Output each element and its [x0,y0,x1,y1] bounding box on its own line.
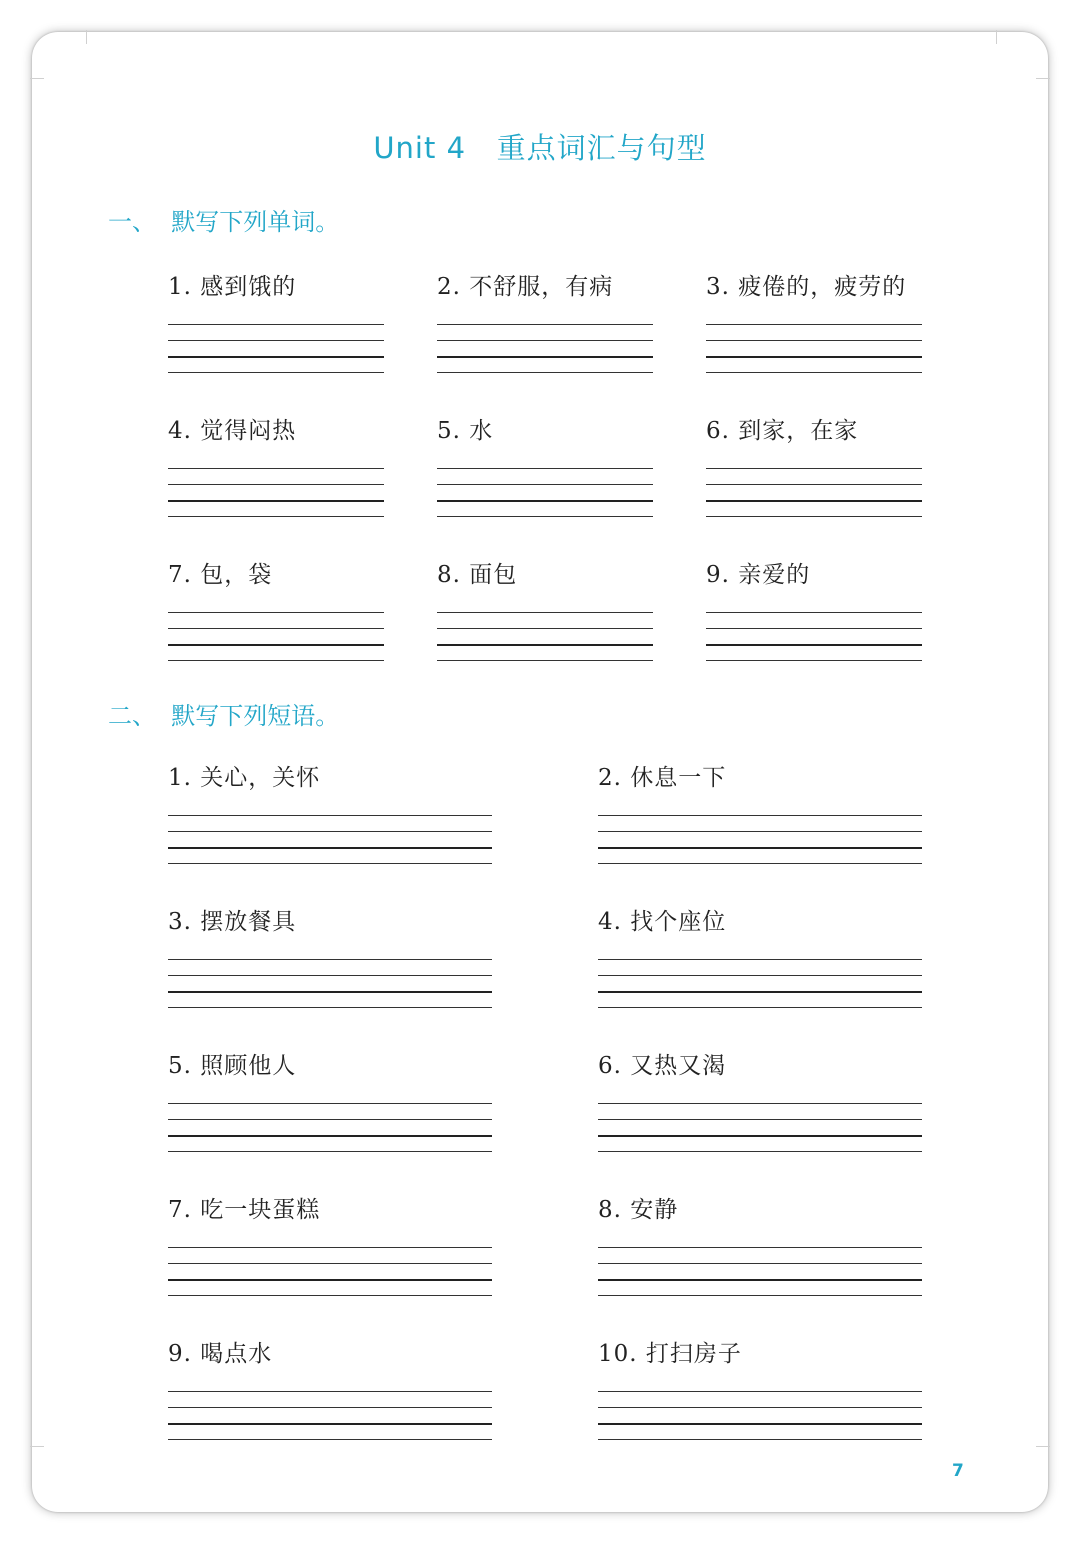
page-number: 7 [952,1461,964,1481]
writing-line [437,644,653,646]
item-prompt: 7. 吃一块蛋糕 [168,1197,321,1223]
writing-lines[interactable] [598,1391,922,1443]
section-2-heading: 二、 默写下列短语。 [108,702,340,730]
writing-line [168,1391,492,1392]
item-prompt: 3. 疲倦的，疲劳的 [706,274,907,300]
writing-line [598,1439,922,1440]
writing-lines[interactable] [168,468,384,520]
writing-line [168,1423,492,1425]
writing-line [168,831,492,832]
writing-line [168,612,384,613]
writing-line [437,484,653,485]
writing-line [598,1119,922,1120]
crop-mark-left-top [30,78,44,79]
section-1-heading: 一、 默写下列单词。 [108,208,340,236]
writing-lines[interactable] [706,612,922,664]
writing-line [168,959,492,960]
item-prompt: 9. 亲爱的 [706,562,811,588]
writing-line [168,863,492,864]
writing-line [706,372,922,373]
item-prompt: 1. 感到饿的 [168,274,297,300]
item-prompt: 5. 水 [437,418,494,444]
writing-line [168,1407,492,1408]
writing-lines[interactable] [706,468,922,520]
writing-lines[interactable] [437,612,653,664]
writing-line [598,847,922,849]
crop-mark-top-left [86,30,87,44]
writing-line [168,1135,492,1137]
writing-lines[interactable] [168,959,492,1011]
writing-line [437,340,653,341]
writing-lines[interactable] [168,324,384,376]
writing-line [706,500,922,502]
item-prompt: 4. 找个座位 [598,909,727,935]
writing-line [598,1007,922,1008]
writing-line [598,1295,922,1296]
writing-line [598,1151,922,1152]
writing-line [168,372,384,373]
writing-lines[interactable] [437,468,653,520]
item-prompt: 6. 又热又渴 [598,1053,727,1079]
item-prompt: 1. 关心，关怀 [168,765,321,791]
writing-line [706,484,922,485]
item-prompt: 8. 安静 [598,1197,679,1223]
writing-lines[interactable] [598,1103,922,1155]
writing-line [168,660,384,661]
writing-line [168,1103,492,1104]
writing-line [168,324,384,325]
writing-line [168,1151,492,1152]
writing-line [598,831,922,832]
writing-line [168,500,384,502]
writing-line [706,324,922,325]
crop-mark-left-bottom [30,1446,44,1447]
item-prompt: 8. 面包 [437,562,518,588]
writing-line [598,1407,922,1408]
item-prompt: 7. 包，袋 [168,562,273,588]
writing-line [168,356,384,358]
writing-lines[interactable] [598,1247,922,1299]
writing-line [706,516,922,517]
writing-line [168,1119,492,1120]
writing-lines[interactable] [168,612,384,664]
writing-lines[interactable] [168,1247,492,1299]
item-prompt: 3. 摆放餐具 [168,909,297,935]
writing-line [168,628,384,629]
writing-lines[interactable] [437,324,653,376]
writing-line [706,628,922,629]
item-prompt: 2. 休息一下 [598,765,727,791]
writing-line [168,1007,492,1008]
writing-line [437,468,653,469]
writing-line [168,1247,492,1248]
writing-line [168,1295,492,1296]
writing-lines[interactable] [706,324,922,376]
writing-line [598,959,922,960]
writing-line [706,356,922,358]
writing-line [706,340,922,341]
writing-line [437,500,653,502]
writing-line [598,1263,922,1264]
writing-line [168,484,384,485]
writing-line [168,815,492,816]
writing-line [437,372,653,373]
writing-lines[interactable] [168,815,492,867]
writing-line [168,1263,492,1264]
writing-line [437,612,653,613]
writing-line [168,1439,492,1440]
writing-line [706,468,922,469]
writing-line [598,1135,922,1137]
writing-line [706,612,922,613]
writing-line [168,644,384,646]
writing-line [437,660,653,661]
writing-line [598,975,922,976]
item-prompt: 10. 打扫房子 [598,1341,742,1367]
crop-mark-right-bottom [1036,1446,1050,1447]
item-prompt: 9. 喝点水 [168,1341,273,1367]
writing-line [598,1103,922,1104]
writing-line [168,847,492,849]
writing-line [168,516,384,517]
crop-mark-top-right [996,30,997,44]
writing-line [598,815,922,816]
item-prompt: 4. 觉得闷热 [168,418,297,444]
writing-line [598,1279,922,1281]
writing-line [168,468,384,469]
writing-lines[interactable] [598,959,922,1011]
writing-lines[interactable] [168,1103,492,1155]
writing-line [437,324,653,325]
writing-line [437,516,653,517]
writing-line [598,1247,922,1248]
writing-line [706,644,922,646]
writing-line [437,356,653,358]
page-title: Unit 4 重点词汇与句型 [373,131,707,165]
writing-line [598,863,922,864]
writing-line [706,660,922,661]
writing-line [168,340,384,341]
writing-lines[interactable] [168,1391,492,1443]
item-prompt: 2. 不舒服，有病 [437,274,614,300]
item-prompt: 6. 到家，在家 [706,418,859,444]
writing-line [168,1279,492,1281]
writing-line [168,991,492,993]
writing-line [598,1391,922,1392]
writing-lines[interactable] [598,815,922,867]
writing-line [437,628,653,629]
writing-line [598,1423,922,1425]
crop-mark-right-top [1036,78,1050,79]
writing-line [598,991,922,993]
item-prompt: 5. 照顾他人 [168,1053,297,1079]
writing-line [168,975,492,976]
